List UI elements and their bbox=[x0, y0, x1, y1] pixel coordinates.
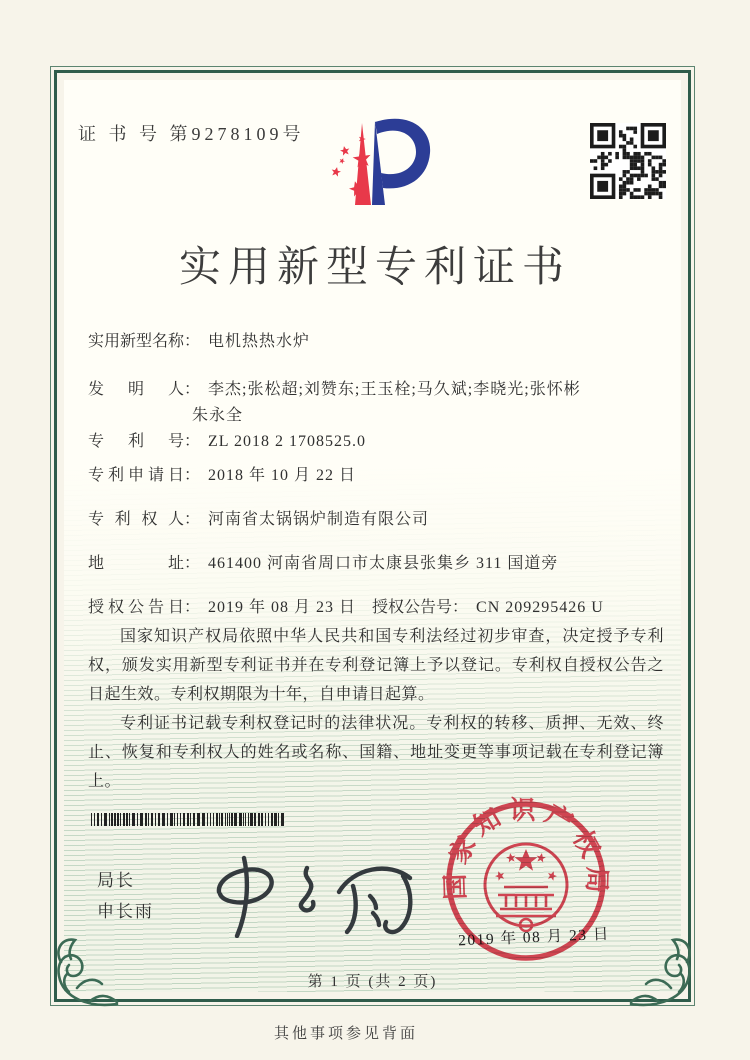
cnipa-logo-icon bbox=[315, 110, 437, 212]
field-value: 2019 年 08 月 23 日 bbox=[208, 599, 357, 616]
field-row-patentee: 专利权人： 河南省太锅锅炉制造有限公司 bbox=[88, 506, 429, 529]
seal-date: 2019 年 08 月 23 日 bbox=[457, 925, 611, 950]
field-value: 2018 年 10 月 22 日 bbox=[208, 467, 357, 484]
field-value: 461400 河南省周口市太康县张集乡 311 国道旁 bbox=[208, 555, 559, 572]
field-row-grant: 授权公告日： 2019 年 08 月 23 日 授权公告号： CN 209295426 U bbox=[88, 594, 356, 617]
legal-body bbox=[88, 622, 664, 796]
field-label: 实用新型名称 bbox=[88, 333, 185, 350]
field-label: 地址 bbox=[88, 555, 184, 572]
field-row-inventors: 发明人： 李杰;张松超;刘赞东;王玉栓;马久斌;李晓光;张怀彬 bbox=[88, 376, 581, 399]
field-value: 朱永全 bbox=[192, 407, 244, 424]
handwritten-signature-icon bbox=[203, 850, 421, 938]
barcode-icon bbox=[91, 813, 285, 826]
certificate-title: 实用新型专利证书 bbox=[178, 245, 571, 291]
field-label: 专利权人 bbox=[88, 511, 184, 528]
official-seal-icon bbox=[440, 795, 612, 967]
field-row-name: 实用新型名称： 电机热热水炉 bbox=[88, 328, 310, 351]
back-note: 其他事项参见背面 bbox=[273, 1026, 418, 1042]
field-row-filing-date: 专利申请日： 2018 年 10 月 22 日 bbox=[88, 462, 356, 485]
field-value: 李杰;张松超;刘赞东;王玉栓;马久斌;李晓光;张怀彬 bbox=[208, 381, 581, 398]
field-row-grant-number: 授权公告号： CN 209295426 U bbox=[372, 599, 604, 616]
field-row-address: 地址： 461400 河南省周口市太康县张集乡 311 国道旁 bbox=[88, 550, 558, 573]
field-value: CN 209295426 U bbox=[476, 599, 604, 616]
field-row-inventors-cont bbox=[192, 402, 243, 425]
signer-name: 申长雨 bbox=[97, 902, 154, 921]
page-info: 第 1 页 (共 2 页) bbox=[307, 974, 438, 990]
field-row-patent-number: 专利号： ZL 2018 2 1708525.0 bbox=[88, 428, 366, 451]
signer-title: 局长 bbox=[97, 871, 135, 890]
certificate-number: 证 书 号 第9278109号 bbox=[78, 124, 305, 144]
field-label: 授权公告号 bbox=[372, 599, 453, 616]
field-value: ZL 2018 2 1708525.0 bbox=[208, 433, 366, 450]
field-label: 授权公告日 bbox=[88, 599, 184, 616]
qr-code-icon bbox=[590, 123, 666, 199]
body-paragraph: 国家知识产权局依照中华人民共和国专利法经过初步审查，决定授予专利权，颁发实用新型专利证书并在专利登记簿上予以登记。专利权自授权公告之日起生效。专利权期限为十年，自申请日起算。 bbox=[88, 628, 664, 703]
field-label: 专利申请日 bbox=[88, 467, 184, 484]
field-label: 发明人 bbox=[88, 381, 184, 398]
field-value: 电机热热水炉 bbox=[208, 333, 311, 350]
seal-ring-text: 国家知识产权局 bbox=[440, 796, 612, 901]
field-value: 河南省太锅锅炉制造有限公司 bbox=[208, 511, 430, 528]
field-label: 专利号 bbox=[88, 433, 184, 450]
body-paragraph: 专利证书记载专利权登记时的法律状况。专利权的转移、质押、无效、终止、恢复和专利权人的姓名或名称、国籍、地址变更等事项记载在专利登记簿上。 bbox=[88, 715, 664, 790]
national-emblem-icon bbox=[485, 844, 567, 931]
